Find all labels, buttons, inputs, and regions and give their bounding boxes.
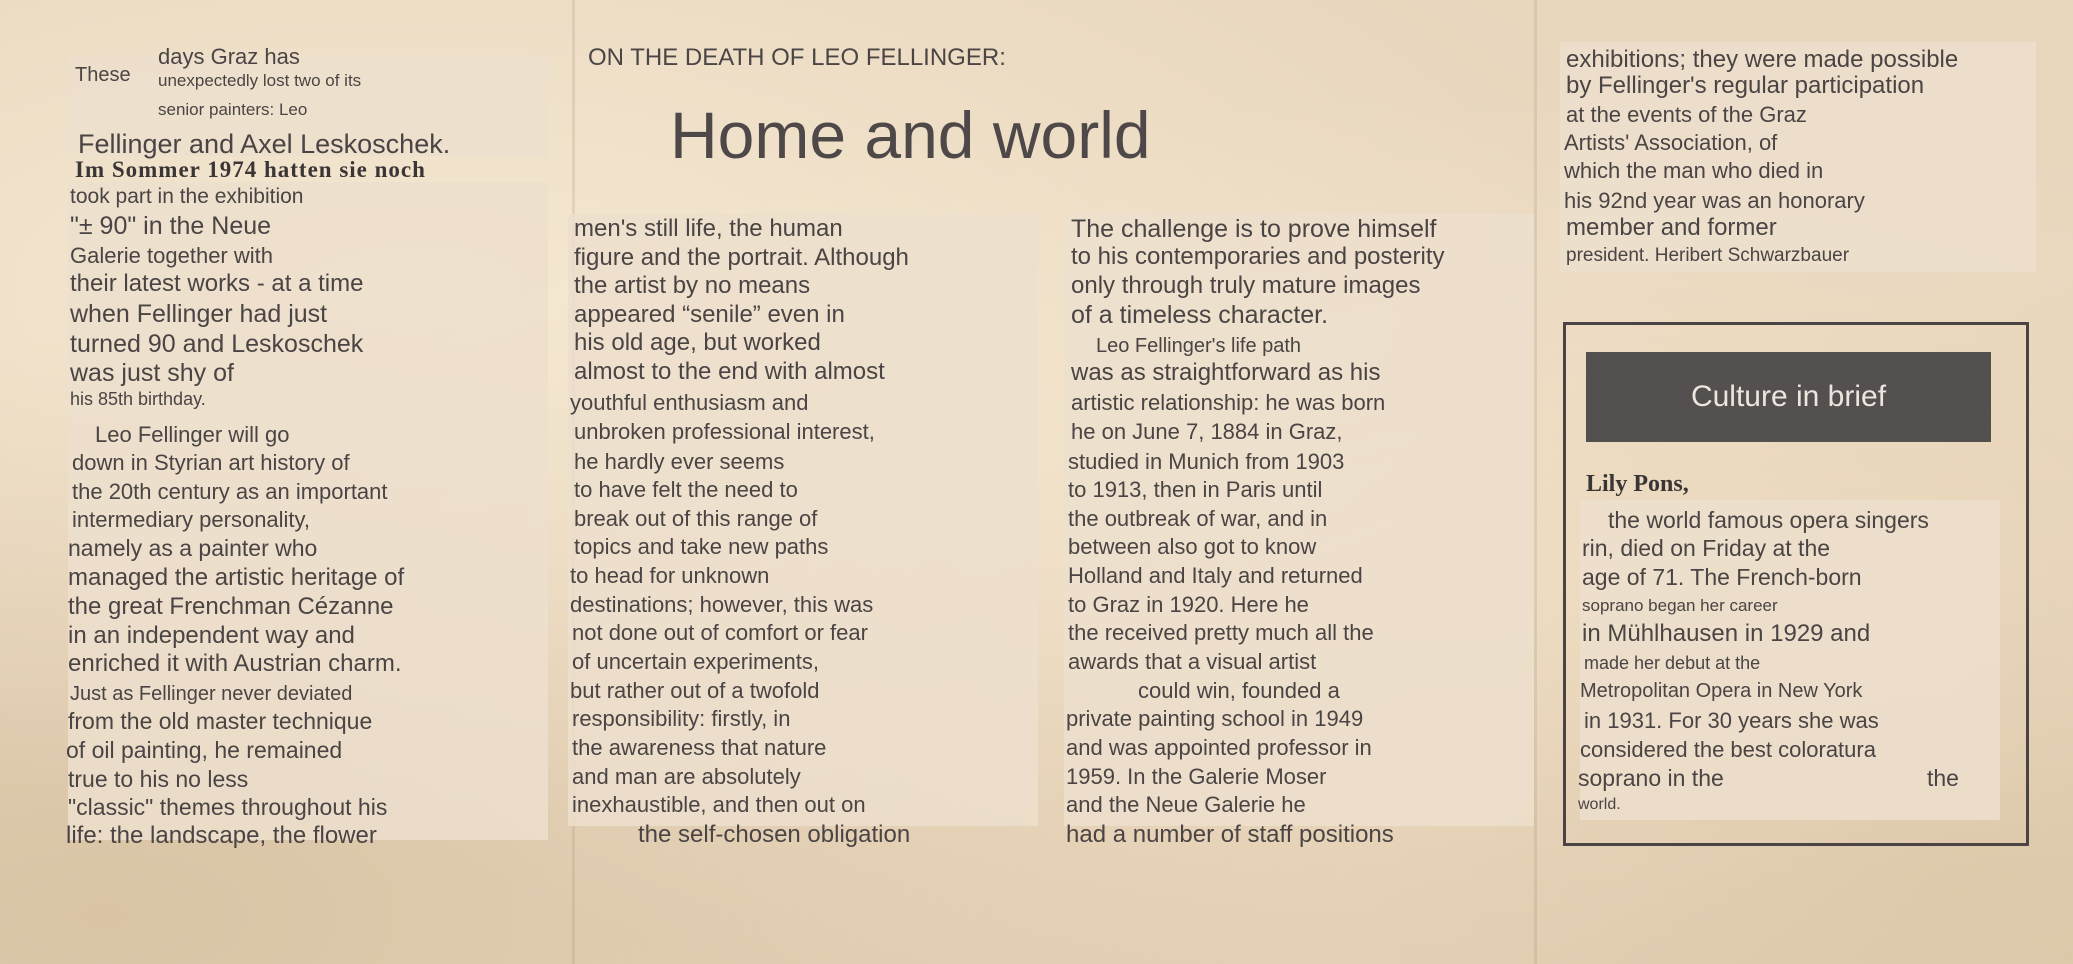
brief-line: the <box>1927 765 1959 791</box>
col3-line: Holland and Italy and returned <box>1068 563 1363 588</box>
culture-brief-banner <box>1586 352 1991 442</box>
col4-line: exhibitions; they were made possible <box>1566 46 1959 73</box>
col1-line: in an independent way and <box>68 622 355 649</box>
col1-line: down in Styrian art history of <box>72 450 350 475</box>
col2-line: responsibility: firstly, in <box>572 706 791 731</box>
brief-line: rin, died on Friday at the <box>1582 535 1831 561</box>
col1-line: his 85th birthday. <box>70 389 206 409</box>
col1-line: "± 90" in the Neue <box>70 212 272 240</box>
col2-line: break out of this range of <box>574 506 818 531</box>
col1-line: turned 90 and Leskoschek <box>70 330 364 358</box>
col2-line: his old age, but worked <box>574 329 821 356</box>
col3-line: the received pretty much all the <box>1068 620 1374 645</box>
col3-line: he on June 7, 1884 in Graz, <box>1071 419 1343 444</box>
col1-line: Galerie together with <box>70 243 273 268</box>
col3-line: artistic relationship: he was born <box>1071 390 1386 415</box>
col4-line: his 92nd year was an honorary <box>1564 188 1865 213</box>
col3-line: The challenge is to prove himself <box>1071 215 1437 243</box>
col2-line: the artist by no means <box>574 272 811 299</box>
col3-line: to 1913, then in Paris until <box>1068 477 1323 502</box>
col4-line: president. Heribert Schwarzbauer <box>1566 245 1850 266</box>
col1-line: "classic" themes throughout his <box>68 794 388 820</box>
col2-line: of uncertain experiments, <box>572 649 820 674</box>
col1-line: of oil painting, he remained <box>66 737 343 763</box>
col3-line: private painting school in 1949 <box>1066 706 1364 731</box>
col3-line: to his contemporaries and posterity <box>1071 243 1445 270</box>
col3-line: 1959. In the Galerie Moser <box>1066 764 1327 789</box>
col2-line: appeared “senile” even in <box>574 301 845 328</box>
col3-line: of a timeless character. <box>1071 301 1329 329</box>
col2-line: topics and take new paths <box>574 534 829 559</box>
col1-line: unexpectedly lost two of its <box>158 71 362 90</box>
col3-line: and was appointed professor in <box>1066 735 1372 760</box>
brief-line: soprano began her career <box>1582 596 1778 615</box>
col2-line: inexhaustible, and then out on <box>572 792 866 817</box>
brief-line: the world famous opera singers <box>1608 507 1929 533</box>
col3-line: only through truly mature images <box>1071 272 1421 299</box>
brief-line: in Mühlhausen in 1929 and <box>1582 620 1871 647</box>
old-print-fragment: Im Sommer 1974 hatten sie noch <box>75 157 426 182</box>
brief-line: in 1931. For 30 years she was <box>1584 708 1879 733</box>
col1-line: namely as a painter who <box>68 535 318 561</box>
col3-line: awards that a visual artist <box>1068 649 1317 674</box>
col1-line: their latest works - at a time <box>70 270 364 297</box>
brief-line: soprano in the <box>1578 765 1724 791</box>
col1-line: when Fellinger had just <box>70 300 328 328</box>
col2-line: destinations; however, this was <box>570 592 874 617</box>
col3-line: and the Neue Galerie he <box>1066 792 1306 817</box>
brief-heading: Lily Pons, <box>1586 471 1689 497</box>
col1-line: These <box>75 64 131 86</box>
brief-line: Metropolitan Opera in New York <box>1580 680 1863 702</box>
article-kicker: ON THE DEATH OF LEO FELLINGER: <box>588 44 1006 71</box>
col1-line: the 20th century as an important <box>72 479 388 504</box>
brief-line: age of 71. The French-born <box>1582 564 1862 590</box>
col4-line: member and former <box>1566 214 1777 241</box>
col2-line: to have felt the need to <box>574 477 798 502</box>
col2-line: unbroken professional interest, <box>574 419 875 444</box>
brief-line: made her debut at the <box>1584 653 1761 673</box>
paper-fold <box>1534 0 1537 964</box>
col2-line: but rather out of a twofold <box>570 678 820 703</box>
brief-line: considered the best coloratura <box>1580 737 1876 762</box>
col1-line: Just as Fellinger never deviated <box>70 683 353 705</box>
col1-line: Leo Fellinger will go <box>95 422 290 447</box>
col1-line: days Graz has <box>158 44 300 69</box>
col3-line: had a number of staff positions <box>1066 821 1394 848</box>
col3-line: between also got to know <box>1068 534 1317 559</box>
col2-line: the self-chosen obligation <box>638 821 911 848</box>
col2-line: youthful enthusiasm and <box>570 390 809 415</box>
col2-line: men's still life, the human <box>574 215 843 242</box>
col3-line: to Graz in 1920. Here he <box>1068 592 1309 617</box>
col2-line: the awareness that nature <box>572 735 827 760</box>
col1-line: the great Frenchman Cézanne <box>68 593 394 620</box>
col3-line: the outbreak of war, and in <box>1068 506 1328 531</box>
col1-line: life: the landscape, the flower <box>66 822 377 849</box>
col2-line: to head for unknown <box>570 563 770 588</box>
col1-line: managed the artistic heritage of <box>68 564 405 591</box>
col1-line: took part in the exhibition <box>70 185 304 208</box>
col4-line: Artists' Association, of <box>1564 130 1778 155</box>
col1-line: intermediary personality, <box>72 507 311 532</box>
col1-line: Fellinger and Axel Leskoschek. <box>78 129 451 159</box>
col2-line: he hardly ever seems <box>574 449 785 474</box>
col3-line: studied in Munich from 1903 <box>1068 449 1345 474</box>
brief-line: world. <box>1578 796 1621 813</box>
col2-line: figure and the portrait. Although <box>574 244 909 271</box>
col4-line: at the events of the Graz <box>1566 102 1807 127</box>
col2-line: almost to the end with almost <box>574 358 885 385</box>
col3-line: could win, founded a <box>1138 678 1340 703</box>
col2-line: and man are absolutely <box>572 764 801 789</box>
article-headline: Home and world <box>670 98 1151 172</box>
col1-line: enriched it with Austrian charm. <box>68 650 402 677</box>
col1-line: senior painters: Leo <box>158 100 308 119</box>
col2-line: not done out of comfort or fear <box>572 620 868 645</box>
col4-line: by Fellinger's regular participation <box>1566 72 1925 99</box>
col1-line: true to his no less <box>68 766 249 792</box>
col3-line: was as straightforward as his <box>1071 359 1381 386</box>
culture-brief-title: Culture in brief <box>1690 380 1887 413</box>
col4-line: which the man who died in <box>1564 158 1824 183</box>
col1-line: from the old master technique <box>68 708 373 734</box>
col1-line: was just shy of <box>70 359 234 387</box>
col3-line: Leo Fellinger's life path <box>1096 335 1302 357</box>
